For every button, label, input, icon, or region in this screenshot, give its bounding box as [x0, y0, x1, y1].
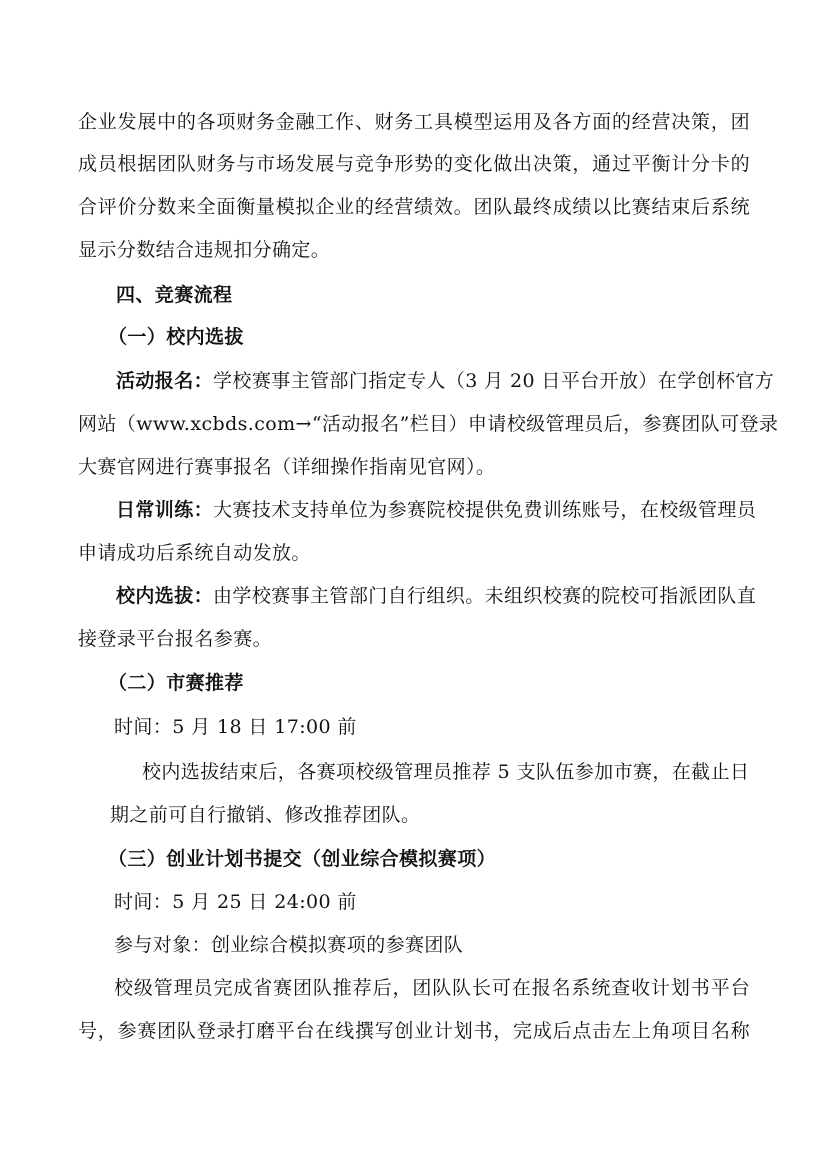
business-plan-target: 参与对象：创业综合模拟赛项的参赛团队: [114, 934, 464, 956]
registration-label: 活动报名：: [116, 370, 214, 392]
subsection-heading-2: （二）市赛推荐: [108, 672, 244, 694]
subsection-heading-1: （一）校内选拔: [108, 326, 244, 348]
intro-line-4: 显示分数结合违规扣分确定。: [78, 239, 331, 261]
selection-paragraph-line-1: [116, 582, 757, 610]
selection-label: 校内选拔：: [116, 585, 214, 607]
recommendation-text-line-1: 校内选拔结束后，各赛项校级管理员推荐 5 支队伍参加市赛，在截止日: [142, 761, 750, 783]
business-plan-text-line-2: 号，参赛团队登录打磨平台在线撰写创业计划书，完成后点击左上角项目名称: [78, 1020, 750, 1042]
recommendation-time: 时间：5 月 18 日 17:00 前: [114, 716, 357, 738]
registration-paragraph-line-1: [116, 367, 775, 395]
registration-text: 学校赛事主管部门指定专人（3 月 20 日平台开放）在学创杯官方: [213, 370, 775, 392]
selection-text: 由学校赛事主管部门自行组织。未组织校赛的院校可指派团队直: [213, 585, 757, 607]
registration-paragraph-line-3: 大赛官网进行赛事报名（详细操作指南见官网）。: [78, 456, 496, 478]
intro-line-2: 成员根据团队财务与市场发展与竞争形势的变化做出决策，通过平衡计分卡的: [78, 153, 750, 175]
training-label: 日常训练：: [116, 499, 214, 521]
business-plan-time: 时间：5 月 25 日 24:00 前: [114, 891, 357, 913]
registration-paragraph-line-2: 网站（www.xcbds.com→“活动报名”栏目）申请校级管理员后，参赛团队可登录: [78, 413, 779, 435]
intro-line-1: 企业发展中的各项财务金融工作、财务工具模型运用及各方面的经营决策，团: [78, 111, 750, 133]
intro-line-3: 合评价分数来全面衡量模拟企业的经营绩效。团队最终成绩以比赛结束后系统: [78, 196, 750, 218]
subsection-heading-3: （三）创业计划书提交（创业综合模拟赛项）: [108, 848, 497, 870]
recommendation-text-line-2: 期之前可自行撤销、修改推荐团队。: [110, 804, 421, 826]
section-heading: 四、竞赛流程: [116, 284, 233, 306]
training-text: 大赛技术支持单位为参赛院校提供免费训练账号，在校级管理员: [213, 499, 757, 521]
selection-paragraph-line-2: 接登录平台报名参赛。: [78, 628, 273, 650]
training-paragraph-line-2: 申请成功后系统自动发放。: [78, 542, 311, 564]
training-paragraph-line-1: [116, 496, 757, 524]
business-plan-text-line-1: 校级管理员完成省赛团队推荐后，团队队长可在报名系统查收计划书平台: [114, 977, 750, 999]
